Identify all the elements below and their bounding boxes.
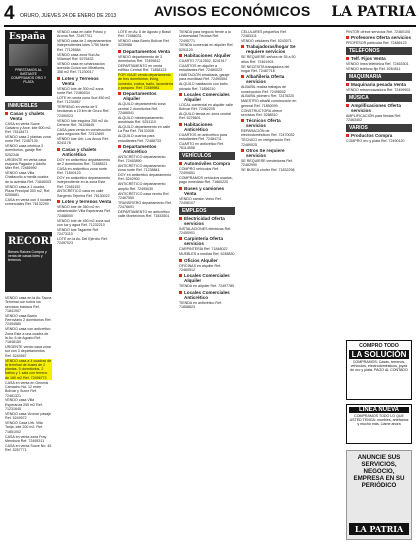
list-item: ANTICRÉTICO departamento Ref. 72463890 [118,154,166,164]
list-item: VENDO lote Urb. Los Arcos Ref. 5241178 [57,136,109,146]
section-inmuebles: INMUEBLES [5,102,52,110]
list-item: VENDO casa con anticrético Zona Este a una cuadra de la Av. 6 de Agosto Ref. 71848150 [5,327,51,345]
list-item: HABITACIÓN amoblada, garaje para movilidad Ref. 72490554 [179,73,230,82]
list-item: AMPLIFICACIÓN para fiestas Ref. 72463402 [346,113,402,122]
highlighted-ad: VENDO casa a 4 cuadras de la terminal de buses de 2 plantas, 5 dormitorios, 2 baños y 1 sala con terreno de 180 m2 Ref. 72496773 [5,358,52,380]
highlighted-ad: POR VIAJE vendo departamento de tres dormitorios, living, comedor, cocina, baño, lavandería y parqueo. Ref. 72489981 [118,73,173,91]
section-empleos: EMPLEOS [179,207,235,215]
list-item: CUARTOS en alquiler a estudiantes Ref. 72480023 [179,63,222,73]
subsection-carpinteria: Carpintería Oferta servicios [179,236,235,246]
list-item: ALBAÑIL plomero Ref. 72476220 [241,94,295,99]
list-item: CASA en venta Sucre Galvarro y Arce, lote 600 m2. Ref. 76118471 [5,121,52,135]
list-item: PINTOR ofrece servicios Ref. 72460105 [346,30,411,34]
column-5 [241,30,297,173]
list-item: VENDO retroexcavadora Ref. 72499903 [346,87,411,92]
list-item: CARPINTERÍA Ref. 71848022 [179,247,228,252]
subsection-buses-venta: Buses y camiones Venta [179,186,235,196]
list-item: LOCAL comercial en alquiler calle Bolívar Ref. 72462205 [179,102,233,112]
ad-anuncie-brand: LA PATRIA [349,523,409,535]
list-item: VENDO lote esquina 250 m2 Av. Dehene Ref. 76128845 [57,118,109,127]
subsection-trabajadoras: Trabajadoras/hogar Se requiere servicios [241,44,297,54]
list-item: VENDO lote de 300 m2 zona norte Ref. 72480034 [57,86,104,96]
list-item: VENDO casa zona Sud Av. Villarroel Ref. 5276432 [57,52,101,61]
list-item: VENDO casa Barrio Ferroviario 2 dormitorios Ref. 72494580 [5,313,52,327]
list-item: MAESTRO albañil construcción en general Ref. 71850099 [241,99,297,108]
list-item: CASA en anticrético zona norte Ref. 71840123 [57,166,107,176]
list-item: VENDO línea telefónica Ref. 72463301 [346,62,409,67]
list-item: VENDO casa en calle Potosí y Aroma Ref. 72497701 [57,30,106,39]
ad-espana-logo: España [9,32,46,42]
list-item: ANTICRÉTICO casa en calle Sargento Tejerina Ref. 76130022 [57,189,110,198]
list-item: ALQUILO departamento zona central 2 dormitorios Ref. 72466541 [118,102,166,115]
list-item: TIENDA para negocio frente a la Universidad Técnica Ref. 72495771 [179,30,231,43]
ad-solucion-line1: COMPRO TODO [359,343,399,349]
list-item: SE BUSCA chofer Ref. 71832298 [241,168,295,173]
ad-linea-nueva [346,404,412,444]
list-item: URGENTE en venta casa esquina Pagador y Adolfo Mier Ref. 72465990 [5,157,46,171]
list-item: CUARTO 77112502, 5241917 [179,59,227,64]
subsection-tecnicos: Técnicos Oferta servicios [241,118,297,128]
column-4 [179,30,235,310]
ad-espana-text: PRESTAMOS AL INSTANTE COMPRAMOS ORO Y PLATA [10,68,47,84]
ad-nuevo-line2: COMPRAMOS TODO LO QUE USTED TENGA: muebles, artefactos y mucho más. Llame ahora [349,414,409,427]
page-header [4,3,416,25]
subsection-lotes-venta: Lotes y Terrenos Venta [57,76,112,86]
ad-nuevo-line1: LINEA NUEVA [349,407,409,413]
list-item: SE REQUIERE señora de 35 a 50 años Ref. 72461903 [241,55,296,64]
list-item: CASA en venta con 4 locales comerciales Ref. 76132290 [5,198,52,207]
list-item: VENDO camión Volvo Ref. 72498107 [179,196,222,206]
list-item: VENDO casa Villa Challacollo a media cuadra de la avenida Ref. 71846003 [5,171,51,184]
list-item: COMPRO vehículos Ref. 72490651 [179,167,219,176]
list-item: VENDO lote de 450 m2 zona sud con luz y agua Ref. 71232210 [57,218,111,227]
list-item: ALQUILO habitación con baño privado Ref. 71856210 [179,82,228,91]
ad-record-logo: RECORD [8,236,58,247]
subsection-casas-anticretico: Casas y chalets Anticrético [57,147,112,157]
page-number: 4 [4,3,15,24]
list-item: ALQUILO departamento en calle La Paz Ref. 76133308 [118,125,171,134]
subsection-otros: Otros Se requiere servicios [241,148,297,158]
list-item: VENDO lote de 360 m2 en urbanización Villa Esperanza Ref. 72488000 [57,205,111,218]
list-item: ANTICRÉTICO departamento amplio Ref. 72495030 [118,182,166,191]
list-item: CUARTOS en anticrético para estudiantes Ref. 72484711 [179,132,228,142]
newspaper-brand: LA PATRIA [331,4,416,20]
ad-espana-photo [9,44,48,66]
subsection-electricidad: Electricidad Oferta servicios [179,216,235,226]
list-item: CONSTRUCTORA ofrece servicios Ref. 5268510 [241,108,283,117]
list-item: DOY en anticrético departamento Ref. 5242900 [118,173,172,182]
list-item: CASA en venta Sucre No. 45 Ref. 5257771 [5,443,52,453]
column-3 [118,30,173,219]
subsection-productos-compra: Productos Compra [346,133,412,138]
subsection-amplificaciones: Amplificaciones Oferta servicios [346,103,412,113]
list-item: COMPRAMOS vehículos usados, pago inmediato Ref. 71860220 [179,176,233,185]
list-item: DEPARTAMENTO en anticrético calle Montecinos Ref. 71833501 [118,209,170,219]
subsection-oficios-alquiler: Oficios Alquiler [179,258,235,263]
list-item: LOTE en la Av. Del Ejército Ref. 72497023 [57,236,108,246]
list-item: URGENTE vendo casa zona sur con 3 departamentos Ref. 5244567 [5,345,51,358]
subsection-maquinaria-pesada: Maquinaria pesada Venta [346,82,412,87]
subsection-telf-fijos: Telf. Fijos Venta [346,56,412,61]
subsection-automoviles-compra: Automóviles Compra [179,161,235,166]
list-item: LOTE en venta zona Sud 450 m2 Ref. 71234567 [57,95,111,105]
list-item: CASA en venta en General Camacho No. 12 entre Bolívar y Sucre Ref. 72481321 [5,380,49,398]
list-item: TÉCNICO en refrigeración Ref. 72489025 [241,138,291,147]
list-item: VENDO casa 'Aroma' pasaje Ref. 5249972 [5,411,51,421]
list-item: ANTICRÉTICO departamento zona norte Ref. 71238841 [118,163,166,173]
list-item: DOY en anticrético departamento independiente en la zona Este Ref. 72461152 [57,175,111,189]
ad-solucion-line3: COMPRAMOS: Casas, terrenos, vehículos, electrodomésticos, joyas de oro y plata. PAGO AL CONTADO [350,360,408,373]
section-varios: VARIOS [346,124,412,132]
list-item: DEPARTAMENTO en venta edificio Central Ref. 71858123 [118,63,167,73]
list-item: VENDO casa Barrio Bolívar Ref. 5239988 [118,39,170,48]
ad-record [5,232,58,292]
subsection-departamentos-alquiler: Departamentos Alquiler [118,91,173,101]
list-item: VENDO casa 2 plantas zona norte Ref. 72487130 [5,134,51,144]
ad-anuncie-text: ANUNCIE SUS SERVICIOS, NEGOCIO, EMPRESA EN SU PERIÓDICO [353,454,405,489]
list-item: ANTICRÉTICO casa centro Ref. 72467550 [118,191,170,200]
ad-espana [5,30,52,96]
column-2 [57,30,112,246]
header-rule [4,25,416,27]
subsection-habitaciones-anticretico: Habitaciones Anticrético [179,122,235,132]
list-item: VENDO lote Tagarete Ref. 72473110 [57,227,100,236]
list-item: ALQUILO tienda en zona central Ref. 5276601 [179,112,231,121]
list-item: LOTE en Av. 6 de Agosto y Brasil Ref. 72486031 [118,30,171,39]
list-item: TIENDA comercial en alquiler Ref. 5251120 [179,43,234,52]
subsection-profesores: Profesores Oferta servicios [346,35,412,40]
list-item: VENDO casa a 1 cuadra Plaza Principal 300 m2, Ref. 5255681 [5,184,51,198]
subsection-departamentos-venta: Departamentos Venta [118,49,173,54]
list-item: MUEBLES a medida Ref. 5248830 [179,252,235,257]
list-item: VENDO departamento de 3 dormitorios Ref. 72499812 [118,54,162,64]
list-item: VENDO teléfono fijo Ref. 5264511 [346,66,401,71]
section-telefonos: TELÉFONOS [346,47,412,55]
ad-la-solucion [346,340,412,400]
list-item: VENDO casa Villa Esperanza 250 m2 Ref. 71231645 [5,398,43,411]
subsection-casas-venta: Casas y chalets Venta [5,111,52,121]
section-title: AVISOS ECONÓMICOS [154,3,311,19]
list-item: TRANSFIERO departamento Ref. 72476691 [118,200,172,210]
list-item: DOY en anticrético departamento de 2 dormitorios Ref. 72488521 [57,157,111,166]
list-item: VENDO celulares Ref. 5243071 [241,39,292,44]
list-item: TIENDA en anticrético Ref. 71858823 [179,300,222,309]
subsection-locales-anticretico: Locales Comerciales Anticrético [179,290,235,300]
list-item: VENDO Casa Urb. Villa Tarija, lote 200 m2. Ref. 71851002 [5,421,43,434]
section-maquinaria: MAQUINARIA [346,73,412,81]
list-item: TIENDA en alquiler Ref. 72497780 [179,284,235,289]
subsection-lotes-venta-2: Lotes y terrenos Venta [57,199,112,204]
list-item: SE NECESITA trabajadora del hogar Ref. 72487716 [241,64,290,73]
list-item: COMPRO oro y plata Ref. 72490120 [346,138,405,143]
list-item: OFICINAS en alquiler Ref. 72460512 [179,263,222,272]
list-item: VENDO casa en la Av. Tacna Terminal con todos los servicios básicos Ref. 71841907 [5,296,52,313]
subsection-locales-alquiler-2: Locales Comerciales Alquiler [179,273,235,283]
column-6 [346,30,412,144]
list-item: REPARACIÓN de electrodomésticos Ref. 72470032 [241,129,295,138]
list-item: CASA para venta en construcción para negocios Ref. 72312890 [57,127,111,137]
list-item: VENDO casa en urbanización avenida Cívica con Miraflores, 356 m2 Ref. 71230017 [57,61,106,75]
list-item: VENDO casa de 2 departamentos independientes lotes 1750 Norte Ref. 77126584 [57,39,112,52]
section-musica: MÚSICA [346,94,412,102]
list-item: CASA en venta zona Fray Mendoza Ref. 72495311 [5,434,47,443]
list-item: PROFESOR particular Ref. 72486123 [346,41,407,46]
list-item: ALBAÑIL realiza trabajos de construcción Ref. 72498002 [241,85,287,94]
ad-anuncie [346,450,412,540]
list-item: ALQUILO cuartos para estudiantes Ref. 72488733 [118,134,161,143]
subsection-locales-alquiler: Locales Comerciales Alquiler [179,92,235,102]
list-item: VENDO casa céntrica 3 dormitorios, garaje Ref. 5252346 [5,144,43,157]
list-item: ALQUILO minidepartamento amoblado Ref. 5251110 [118,115,164,125]
page-date: ORURO, JUEVES 24 DE ENERO DE 2013 [20,13,117,19]
list-item: CELULARES pequeños Ref. 72483311 [241,30,287,39]
ad-solucion-line2: LA SOLUCIÓN [349,350,409,359]
subsection-albanileria: Albañilería Oferta servicios [241,74,297,84]
column-1 [5,100,52,207]
list-item: INSTALACIONES eléctricas Ref. 72450901 [179,226,232,236]
column-1b [5,296,52,453]
list-item: CUARTO en anticrético Ref. 76114598 [179,141,225,151]
list-item: SE REQUIERE vendedoras Ref. 72462990 [241,158,293,168]
subsection-habitaciones-alquiler: Habitaciones Alquiler [179,53,235,58]
section-vehiculos: VEHÍCULOS [179,152,235,160]
ad-record-text: Bienes Raíces Compra y venta de casas lotes y terrenos [8,250,47,262]
subsection-departamentos-anticretico: Departamentos Anticrético [118,144,173,154]
list-item: TERRENO en venta de 5 hectáreas a 10 km de Oruro Ref. 72490023 [57,105,110,118]
